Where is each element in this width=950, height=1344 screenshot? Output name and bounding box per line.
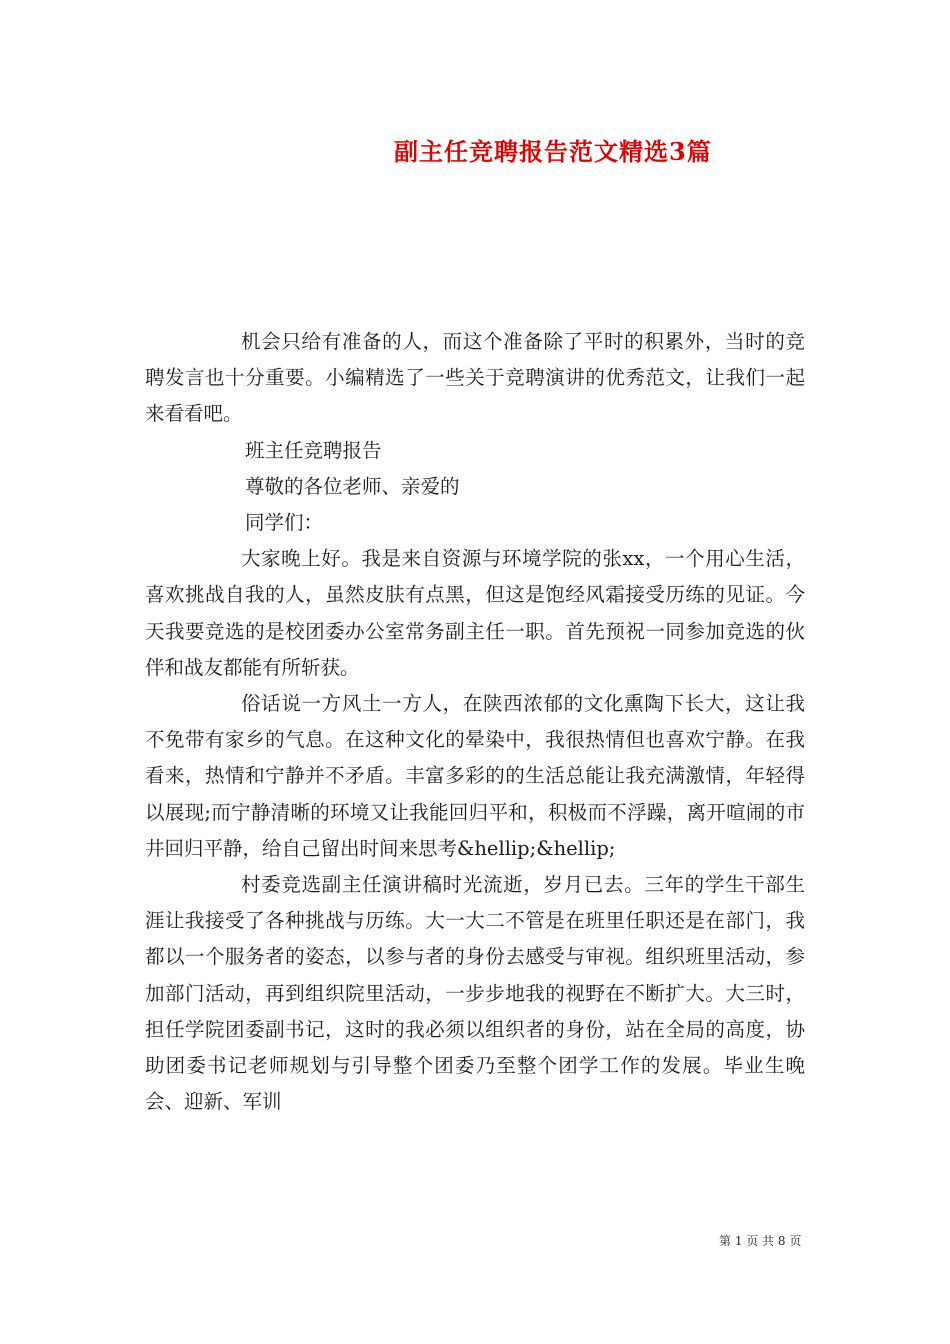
body-paragraph: 大家晚上好。我是来自资源与环境学院的张xx，一个用心生活，喜欢挑战自我的人，虽然皮肤有点黑，但这是饱经风霜接受历练的见证。今天我要竞选的是校团委办公室常务副主任一职。首先预祝一同参加竞选的伙伴和战友都能有所斩获。 bbox=[145, 547, 805, 679]
intro-paragraph: 机会只给有准备的人，而这个准备除了平时的积累外，当时的竞聘发言也十分重要。小编精选了一些关于竞聘演讲的优秀范文，让我们一起来看看吧。 bbox=[145, 330, 805, 426]
document-title: 副主任竞聘报告范文精选3篇 bbox=[394, 137, 712, 166]
page-number-footer: 第 1 页 共 8 页 bbox=[719, 1234, 802, 1248]
salutation-line: 同学们： bbox=[245, 511, 324, 535]
salutation-line: 尊敬的各位老师、亲爱的 bbox=[245, 474, 460, 498]
section-heading: 班主任竞聘报告 bbox=[245, 438, 382, 462]
document-body bbox=[145, 324, 805, 1120]
body-paragraph: 俗话说一方风土一方人，在陕西浓郁的文化熏陶下长大，这让我不免带有家乡的气息。在这种文化的晕染中，我很热情但也喜欢宁静。在我看来，热情和宁静并不矛盾。丰富多彩的的生活总能让我充满激情，年轻得以展现;而宁静清晰的环境又让我能回归平和，积极而不浮躁，离开喧闹的市井回归平静，给自己留出时间来思考&hellip;&hellip; bbox=[145, 692, 805, 860]
body-paragraph: 村委竞选副主任演讲稿时光流逝，岁月已去。三年的学生干部生涯让我接受了各种挑战与历练。大一大二不管是在班里任职还是在部门，我都以一个服务者的姿态，以参与者的身份去感受与审视。组织班里活动，参加部门活动，再到组织院里活动，一步步地我的视野在不断扩大。大三时，担任学院团委副书记，这时的我必须以组织者的身份，站在全局的高度，协助团委书记老师规划与引导整个团委乃至整个团学工作的发展。毕业生晚会、迎新、军训 bbox=[145, 873, 805, 1114]
